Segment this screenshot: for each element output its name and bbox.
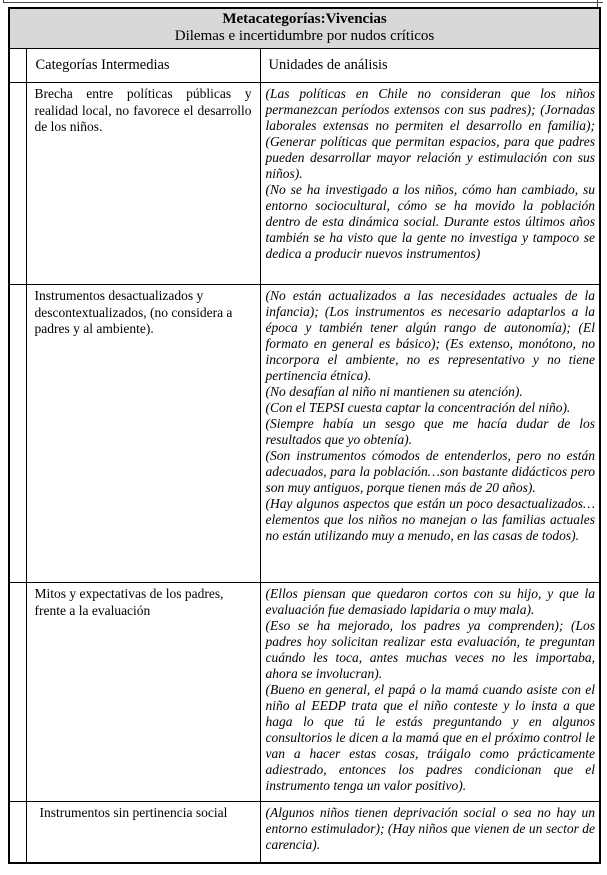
spacer-cell	[9, 583, 26, 802]
units-cell	[260, 83, 600, 285]
analysis-paragraph: (Ellos piensan que quedaron cortos con su hijo, y que la evaluación fue demasiado lapidaria o muy mala).	[265, 586, 596, 617]
units-cell	[260, 802, 600, 863]
analysis-paragraph: (No se ha investigado a los niños, cómo han cambiado, su entorno sociocultural, cómo se ha movido la población dentro de esta dinámica social. Durante estos últimos años también se ha visto que la gente no investiga y tampoco se dedica a producir nuevos instrumentos)	[265, 182, 596, 261]
analysis-paragraph: (Algunos niños tienen deprivación social o sea no hay un entorno estimulador); (Hay niños que vienen de un sector de carencia).	[265, 805, 596, 852]
spacer-cell	[9, 83, 26, 285]
metacategories-table	[8, 7, 601, 864]
cropped-page-border-right-stub	[597, 0, 598, 7]
analysis-paragraph: (No desafían al niño ni mantienen su atención).	[265, 384, 523, 399]
column-header-units: Unidades de análisis	[260, 49, 600, 83]
category-cell: Mitos y expectativas de los padres, frente a la evaluación	[26, 583, 260, 802]
spacer-cell	[9, 285, 26, 583]
column-header-categories: Categorías Intermedias	[26, 49, 260, 83]
metacategory-subtitle: Dilemas e incertidumbre por nudos críticos	[174, 28, 435, 44]
units-cell	[260, 583, 600, 802]
analysis-paragraph: (Hay algunos aspectos que están un poco desactualizados… elementos que los niños no manejan o las familias actuales no están utilizando muy a menudo, en las casas de todos).	[265, 496, 596, 543]
category-cell: Instrumentos sin pertinencia social	[26, 802, 260, 863]
cropped-page-border-top	[3, 2, 603, 3]
cropped-page-border-left-stub	[3, 0, 4, 3]
table-row	[9, 285, 600, 583]
table-row	[9, 802, 600, 863]
analysis-paragraph: (Son instrumentos cómodos de entenderlos, pero no están adecuados, para la población…son bastante didácticos pero son muy antiguos, porque tienen más de 20 años).	[265, 448, 596, 495]
analysis-paragraph: (Con el TEPSI cuesta captar la concentración del niño).	[265, 400, 571, 415]
table-header-row	[9, 8, 600, 49]
table-row	[9, 583, 600, 802]
analysis-paragraph: (Bueno en general, el papá o la mamá cuando asiste con el niño al EEDP trata que el niño conteste y lo insta a que haga lo que tú le estás preguntando y en algunos consultorios le dicen a la mamá que en el próximo control le van a hacer estas cosas, tráigalo como prácticamente adiestrado, entonces los padres condicionan que el instrumento tenga un valor positivo).	[265, 682, 596, 793]
analysis-paragraph: (No están actualizados a las necesidades actuales de la infancia); (Los instrumentos es necesario adaptarlos a la época y también tener algún rango de autonomía); (El formato en general es básico); (Es extenso, monótono, no incorpora el ambiente, no es representativo y no tiene pertinencia étnica).	[265, 288, 596, 383]
units-cell	[260, 285, 600, 583]
table-header-cell	[9, 8, 600, 49]
metacategory-title: Metacategorías:Vivencias	[222, 11, 387, 27]
spacer-cell	[9, 802, 26, 863]
column-header-row	[9, 49, 600, 83]
table-row	[9, 83, 600, 285]
analysis-paragraph: (Siempre había un sesgo que me hacía dudar de los resultados que yo obtenía).	[265, 416, 596, 447]
analysis-paragraph: (Las políticas en Chile no consideran que los niños permanezcan períodos extensos con sus padres); (Jornadas laborales extensas no permiten el desarrollo en familia); (Generar políticas que permitan espacios, para que padres pueden desarrollar mayor relación y estimulación con sus niños).	[265, 86, 596, 181]
category-cell: Instrumentos desactualizados y descontextualizados, (no considera a padres y al ambiente).	[26, 285, 260, 583]
category-cell: Brecha entre políticas públicas y realidad local, no favorece el desarrollo de los niños.	[26, 83, 260, 285]
spacer-cell	[9, 49, 26, 83]
analysis-paragraph: (Eso se ha mejorado, los padres ya comprenden); (Los padres hoy solicitan realizar esta evaluación, te preguntan cuándo les toca, antes muchas veces no les importaba, ahora se involucran).	[265, 618, 596, 681]
